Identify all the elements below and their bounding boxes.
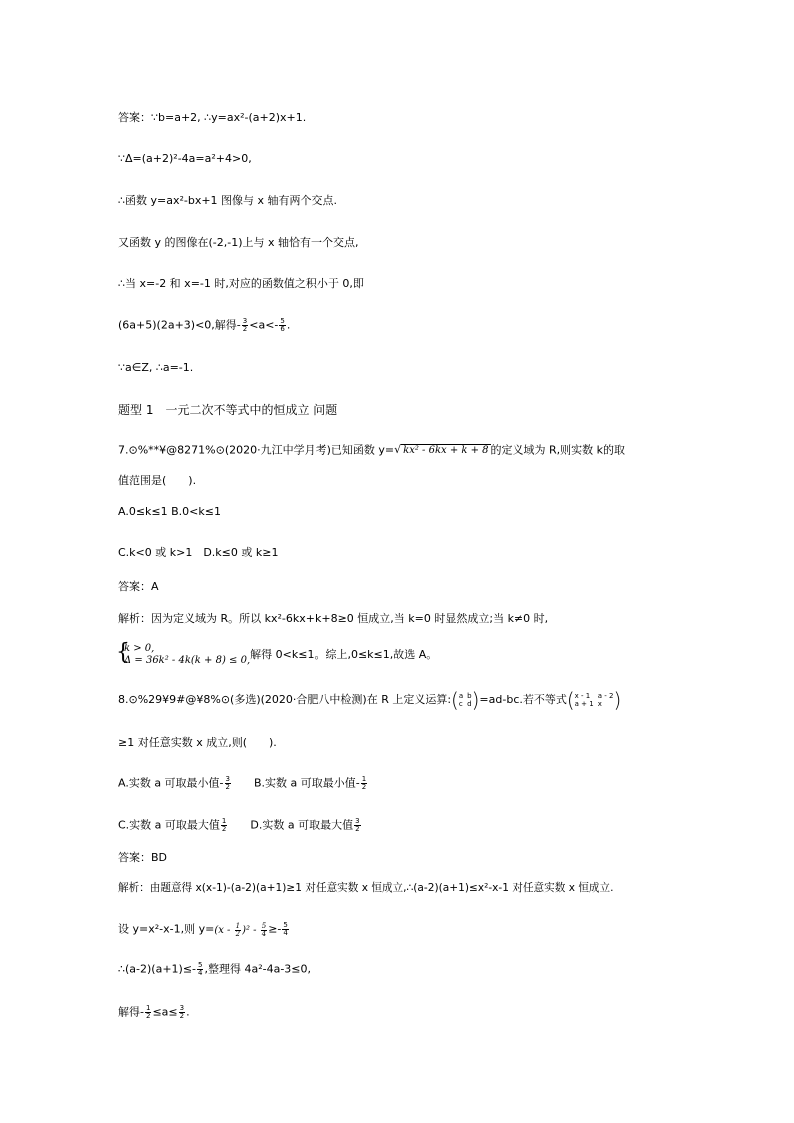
vertex-form: (x - $\frac{1}{2}$ )² - $\frac{5}{4}$ xyxy=(214,921,267,938)
fraction-3-2: $\frac{3}{2}$ xyxy=(225,775,230,791)
system-row-1: k > 0, xyxy=(124,643,155,654)
question-8-options-cd xyxy=(118,818,362,833)
matrix-abcd: ( a b c d ) xyxy=(451,688,480,712)
line-6 xyxy=(118,318,290,333)
line-6-text-a: (6a+5)(2a+3)<0,解得- xyxy=(118,318,241,332)
option-b-text: B.实数 a 可取最小值- xyxy=(254,776,360,790)
question-8-answer: 答案：BD xyxy=(118,851,168,864)
matrix-inequality: ( x - 1 a - 2 a + 1 x ) xyxy=(566,688,622,712)
question-8-explanation-1: 解析：由题意得 x(x-1)-(a-2)(a+1)≥1 对任意实数 x 恒成立,∴(a-2)(a+1)≤x²-x-1 对任意实数 x 恒成立. xyxy=(118,882,614,894)
question-7-option-ab: A.0≤k≤1 B.0<k≤1 xyxy=(118,505,221,518)
question-8-exp4-text-a: 解得- xyxy=(118,1005,144,1019)
line-6-text-c: . xyxy=(286,318,291,332)
question-8-exp4-text-b: ≤a≤ xyxy=(152,1005,178,1019)
radicand: kx² - 6kx + k + 8 xyxy=(403,445,489,456)
fraction-5-4: $\frac{5}{4}$ xyxy=(261,921,267,938)
question-8-text-a: 8.⊙%29¥9#@¥8%⊙(多选)(2020·合肥八中检测)在 R 上定义运算: xyxy=(118,693,452,706)
question-8-text-b: =ad-bc.若不等式 xyxy=(479,693,567,706)
question-7-option-cd: C.k<0 或 k>1 D.k≤0 或 k≥1 xyxy=(118,546,279,559)
fraction-1-2: $\frac{1}{2}$ xyxy=(235,921,241,938)
line-2: ∵Δ=(a+2)²-4a=a²+4>0, xyxy=(118,152,252,165)
question-7-stem xyxy=(118,443,625,458)
option-d-text: D.实数 a 可取最大值 xyxy=(250,818,354,832)
line-3: ∴函数 y=ax²-bx+1 图像与 x 轴有两个交点. xyxy=(118,194,338,207)
fraction-5-4: $\frac{5}{4}$ xyxy=(283,921,288,937)
line-6-text-b: <a<- xyxy=(249,318,279,332)
question-8-options-ab xyxy=(118,776,368,791)
question-8-exp2-text-a: 设 y=x²-x-1,则 y= xyxy=(118,922,215,936)
question-7-explanation-1: 解析：因为定义域为 R。所以 kx²-6kx+k+8≥0 恒成立,当 k=0 时显然成立;当 k≠0 时, xyxy=(118,612,549,625)
line-5: ∴当 x=-2 和 x=-1 时,对应的函数值之积小于 0,即 xyxy=(118,277,364,290)
section-heading: 题型 1 一元二次不等式中的恒成立 问题 xyxy=(118,403,338,417)
question-8-stem-2: ≥1 对任意实数 x 成立,则( ). xyxy=(118,736,277,749)
fraction-5-6: $\frac{5}{6}$ xyxy=(280,317,285,333)
fraction-3-2: $\frac{3}{2}$ xyxy=(242,317,248,333)
question-7-text-b: 的定义域为 R,则实数 k的取 xyxy=(490,443,626,457)
line-7: ∵a∈Z, ∴a=-1. xyxy=(118,361,194,374)
system-row-2: Δ = 36k² - 4k(k + 8) ≤ 0, xyxy=(124,655,251,666)
fraction-3-2: $\frac{3}{2}$ xyxy=(355,817,360,833)
fraction-1-2: $\frac{1}{2}$ xyxy=(221,817,227,833)
line-1: 答案：∵b=a+2, ∴y=ax²-(a+2)x+1. xyxy=(118,111,307,124)
option-a-text: A.实数 a 可取最小值- xyxy=(118,776,224,790)
question-7-stem-2: 值范围是( ). xyxy=(118,474,197,487)
inequality-system: { k > 0, Δ = 36k² - 4k(k + 8) ≤ 0, xyxy=(116,640,251,666)
question-8-exp3-text-a: ∴(a-2)(a+1)≤- xyxy=(118,962,197,976)
question-7-answer: 答案：A xyxy=(118,580,159,593)
option-c-text: C.实数 a 可取最大值 xyxy=(118,818,220,832)
question-8-exp4-text-c: . xyxy=(186,1005,190,1019)
sqrt-expression: √ kx² - 6kx + k + 8 xyxy=(394,443,489,456)
question-7-explanation-2 xyxy=(116,640,438,667)
fraction-5-4: $\frac{5}{4}$ xyxy=(198,961,203,977)
fraction-1-2: $\frac{1}{2}$ xyxy=(361,775,367,791)
question-7-text-a: 7.⊙%**¥@8271%⊙(2020·九江中学月考)已知函数 y= xyxy=(118,443,395,457)
line-4: 又函数 y 的图像在(-2,-1)上与 x 轴恰有一个交点, xyxy=(118,236,359,249)
question-8-explanation-3 xyxy=(118,962,311,977)
question-8-stem xyxy=(118,690,621,710)
question-8-explanation-4 xyxy=(118,1005,190,1020)
question-8-exp3-text-b: ,整理得 4a²-4a-3≤0, xyxy=(204,962,312,976)
fraction-1-2: $\frac{1}{2}$ xyxy=(145,1004,151,1020)
question-8-exp2-text-d: ≥- xyxy=(268,922,282,936)
question-7-explanation-text: 解得 0<k≤1。综上,0≤k≤1,故选 A。 xyxy=(250,648,438,661)
question-8-explanation-2 xyxy=(118,922,290,938)
fraction-3-2: $\frac{3}{2}$ xyxy=(179,1004,185,1020)
